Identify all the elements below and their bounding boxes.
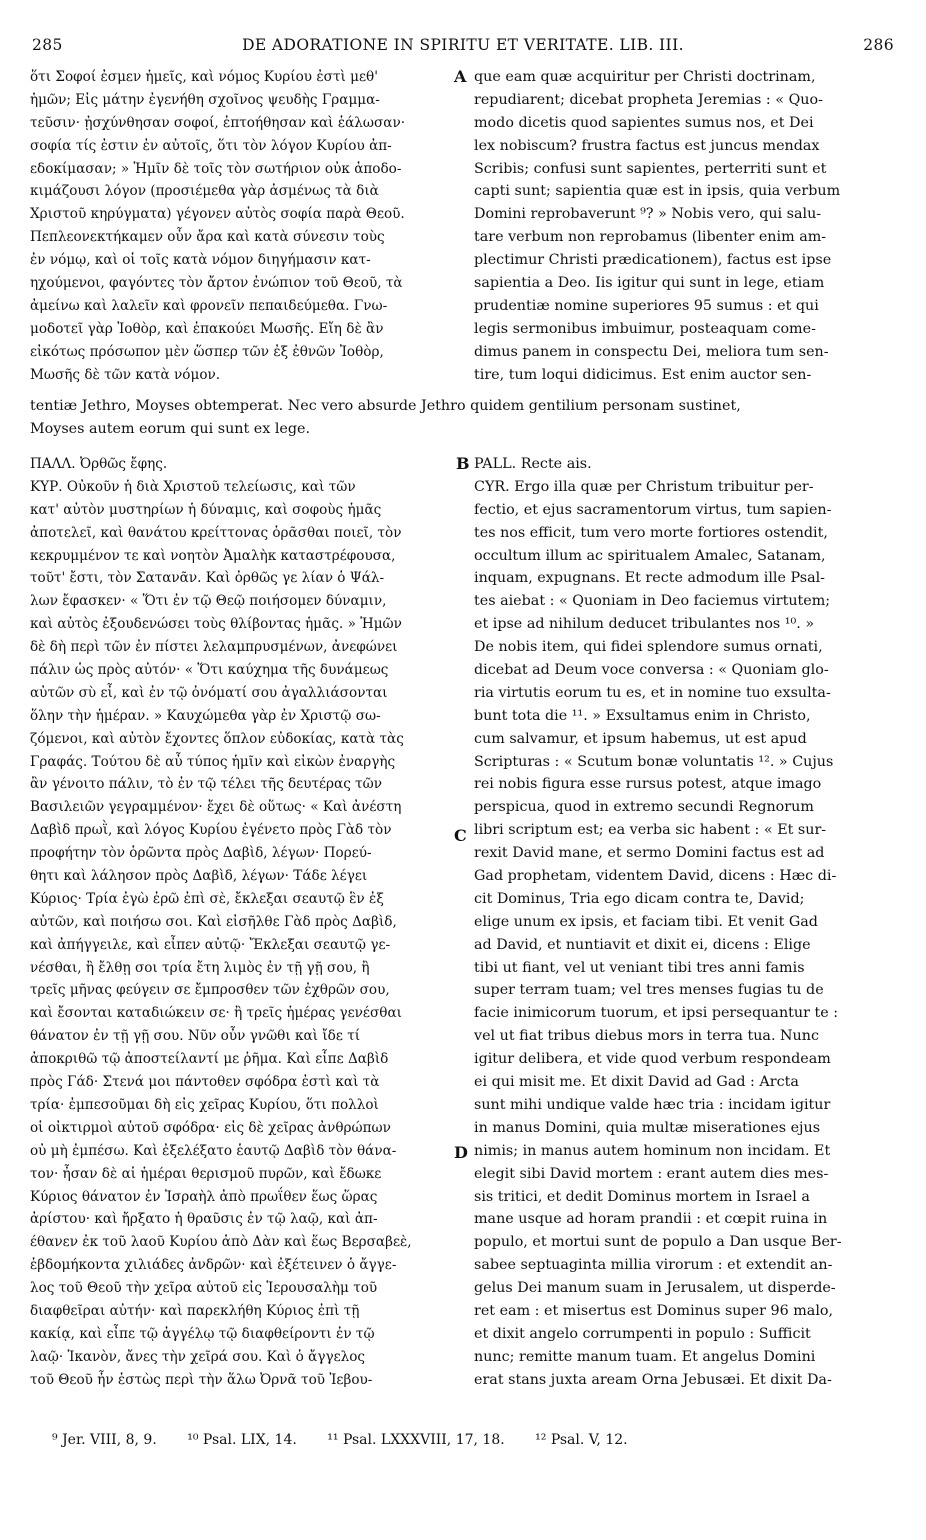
page-number-right: 286: [863, 36, 894, 54]
text-line: θάνατον ἐν τῇ γῇ σου. Νῦν οὖν γνῶθι καὶ ἴδε τί: [30, 1028, 361, 1045]
text-line: PALL. Recte ais.: [474, 456, 592, 472]
page-number-left: 285: [32, 36, 63, 54]
text-line: sis tritici, et dedit Dominus mortem in Israel a: [474, 1188, 810, 1205]
text-line: et ipse ad nihilum deducet tribulantes nos ¹⁰. »: [474, 616, 815, 633]
text-line: τρεῖς μῆνας φεύγειν σε ἔμπροσθεν τῶν ἐχθρῶν σου,: [30, 982, 390, 999]
text-line: ei qui misit me. Et dixit David ad Gad : Arcta: [474, 1074, 799, 1091]
text-line: Μωσῆς δὲ τῶν κατὰ νόμον.: [30, 366, 221, 383]
text-line: δὲ δὴ περὶ τῶν ἐν πίστει λελαμπρυσμένων, ἀνεφώνει: [30, 639, 398, 656]
running-header: [32, 36, 894, 62]
text-line: ΚΥΡ. Οὐκοῦν ἡ διὰ Χριστοῦ τελείωσις, καὶ τῶν: [30, 478, 356, 495]
text-line: ἐν νόμῳ, καὶ οἱ τοῖς κατὰ νόμον διηγήμασιν κατ-: [30, 252, 371, 269]
footnote: ¹¹ Psal. LXXXVIII, 17, 18.: [327, 1432, 505, 1448]
text-line: τεῦσιν· ᾐσχύνθησαν σοφοί, ἐπτοήθησαν καὶ ἑάλωσαν·: [30, 114, 406, 131]
text-line: Πεπλεονεκτήκαμεν οὖν ἄρα καὶ κατὰ σύνεσιν τοὺς: [30, 229, 385, 246]
text-line: ὅλην τὴν ἡμέραν. » Καυχώμεθα γὰρ ἐν Χριστῷ σω-: [30, 707, 381, 724]
text-line: ἀρίστου· καὶ ἤρξατο ἡ θραῦσις ἐν τῷ λαῷ, καὶ ἀπ-: [30, 1211, 378, 1228]
text-line: Κύριος· Τρία ἐγὼ ἐρῶ ἐπὶ σὲ, ἔκλεξαι σεαυτῷ ἓν ἐξ: [30, 890, 384, 907]
text-line: Scribis; confusi sunt sapientes, perterriti sunt et: [474, 160, 827, 177]
text-line: sunt mihi undique valde hæc tria : incidam igitur: [474, 1096, 831, 1113]
text-line: έθανεν ἐκ τοῦ λαοῦ Κυρίου ἀπὸ Δὰν καὶ ἕως Βερσαβεὲ,: [30, 1234, 412, 1251]
text-line: καὶ ἔσονται καταδιώκειν σε· ἢ τρεῖς ἡμέρας γενέσθαι: [30, 1005, 402, 1022]
text-line: Gad prophetam, videntem David, dicens : Hæc di-: [474, 868, 837, 885]
text-line: ad David, et nuntiavit et dixit ei, dicens : Elige: [474, 936, 811, 953]
text-line: repudiarent; dicebat propheta Jeremias : « Quo-: [474, 91, 823, 108]
text-line: κατ' αὐτὸν μυστηρίων ἡ δύναμις, καὶ σοφοὺς ἡμᾶς: [30, 501, 382, 518]
text-line: rexit David mane, et sermo Domini factus est ad: [474, 845, 825, 862]
text-line: tentiæ Jethro, Moyses obtemperat. Nec vero absurde Jethro quidem gentilium personam sustinet,: [30, 398, 741, 414]
text-line: Δαβὶδ πρωῒ, καὶ λόγος Κυρίου ἐγένετο πρὸς Γὰδ τὸν: [30, 822, 392, 839]
text-line: λων ἔφασκεν· « Ὅτι ἐν τῷ Θεῷ ποιήσομεν δύναμιν,: [30, 593, 387, 610]
text-line: τοῦ Θεοῦ ἦν ἑστὼς περὶ τὴν ἅλω Ὀρνᾶ τοῦ Ἰεβου-: [30, 1371, 373, 1388]
text-line: plectimur Christi prædicationem), factus est ipse: [474, 252, 832, 269]
margin-marker-c: C: [454, 826, 467, 845]
text-line: legis sermonibus imbuimur, posteaquam come-: [474, 320, 816, 337]
text-line: εδοκίμασαν; » Ἡμῖν δὲ τοῖς τὸν σωτήριον οὐκ ἀποδο-: [30, 160, 402, 177]
text-line: elige unum ex ipsis, et faciam tibi. Et venit Gad: [474, 913, 818, 930]
text-line: κεκρυμμένον τε καὶ νοητὸν Ἀμαλὴκ καταστρέφουσα,: [30, 547, 396, 564]
text-line: νέσθαι, ἢ ἔλθῃ σοι τρία ἔτη λιμὸς ἐν τῇ γῇ σου, ἢ: [30, 959, 370, 976]
text-line: dicebat ad Deum voce conversa : « Quoniam glo-: [474, 662, 829, 679]
text-line: cit Dominus, Tria ego dicam contra te, David;: [474, 890, 805, 907]
text-line: σοφία τίς ἐστιν ἐν αὐτοῖς, ὅτι τὸν λόγον Κυρίου ἀπ-: [30, 137, 392, 154]
text-line: inquam, expugnans. Et recte admodum ille Psal-: [474, 570, 826, 587]
text-line: elegit sibi David mortem : erant autem dies mes-: [474, 1165, 829, 1182]
text-line: perspicua, quod in extremo secundi Regnorum: [474, 799, 814, 816]
text-line: λος τοῦ Θεοῦ τὴν χεῖρα αὐτοῦ εἰς Ἱερουσαλὴμ τοῦ: [30, 1280, 378, 1297]
text-line: ria virtutis eorum tu es, et in nomine tuo exsulta-: [474, 684, 831, 701]
text-line: κακίᾳ, καὶ εἶπε τῷ ἀγγέλῳ τῷ διαφθείροντι ἐν τῷ: [30, 1325, 375, 1342]
text-line: Domini reprobaverunt ⁹? » Nobis vero, qui salu-: [474, 206, 822, 223]
latin-column-top: [474, 66, 892, 386]
text-line: ἡμῶν; Εἰς μάτην ἐγενήθη σχοῖνος ψευδὴς Γραμμα-: [30, 91, 380, 108]
text-line: οὐ μὴ ἐμπέσω. Καὶ ἐξελέξατο ἑαυτῷ Δαβὶδ τὸν θάνα-: [30, 1142, 397, 1159]
running-title: DE ADORATIONE IN SPIRITU ET VERITATE. LIB. III.: [242, 36, 684, 54]
text-line: διαφθεῖραι αὐτήν· καὶ παρεκλήθη Κύριος ἐπὶ τῇ: [30, 1302, 360, 1319]
text-line: θητι καὶ λάλησον πρὸς Δαβὶδ, λέγων· Τάδε λέγει: [30, 868, 368, 885]
text-line: εἰκότως πρόσωπον μὲν ὥσπερ τῶν ἐξ ἐθνῶν Ἰοθὸρ,: [30, 343, 384, 360]
text-line: καὶ αὐτὸς ἐξουδενώσει τοὺς θλίβοντας ἡμᾶς. » Ἡμῶν: [30, 616, 402, 633]
text-line: De nobis item, qui fidei splendore sumus ornati,: [474, 639, 823, 656]
text-line: ἂν γένοιτο πάλιν, τὸ ἐν τῷ τέλει τῆς δευτέρας τῶν: [30, 776, 383, 793]
text-line: et dixit angelo corrumpenti in populo : Sufficit: [474, 1325, 811, 1342]
text-line: Κύριος θάνατον ἐν Ἰσραὴλ ἀπὸ πρωΐθεν ἕως ὥρας: [30, 1188, 378, 1205]
margin-marker-d: D: [454, 1143, 468, 1162]
text-line: τρία· ἐμπεσοῦμαι δὴ εἰς χεῖρας Κυρίου, ὅτι πολλοὶ: [30, 1096, 379, 1113]
text-line: nunc; remitte manum tuam. Et angelus Domini: [474, 1348, 816, 1365]
footnote: ⁹ Jer. VIII, 8, 9.: [52, 1432, 157, 1448]
margin-marker-a: A: [454, 67, 467, 86]
greek-column-bottom: [30, 453, 457, 1392]
text-line: sapientia a Deo. Iis igitur qui sunt in lege, etiam: [474, 275, 825, 292]
text-line: ζόμενοι, καὶ αὐτὸν ἔχοντες ὅπλον εὐδοκίας, κατὰ τὰς: [30, 730, 404, 747]
text-line: cum salvamur, et ipsum habemus, ut est apud: [474, 730, 807, 747]
footnote: ¹⁰ Psal. LIX, 14.: [187, 1432, 297, 1448]
text-line: sabee septuaginta millia virorum : et extendit an-: [474, 1257, 833, 1274]
text-line: Βασιλειῶν γεγραμμένον· ἔχει δὲ οὕτως· « Καὶ ἀνέστη: [30, 799, 402, 816]
text-line: que eam quæ acquiritur per Christi doctrinam,: [474, 69, 816, 85]
text-line: μοδοτεῖ γὰρ Ἰοθὸρ, καὶ ἐπακούει Μωσῆς. Εἴη δὲ ἂν: [30, 320, 384, 337]
text-line: Γραφάς. Τούτου δὲ αὖ τύπος ἡμῖν καὶ εἰκὼν ἐναργὴς: [30, 753, 396, 770]
text-line: lex nobiscum? frustra factus est juncus mendax: [474, 137, 820, 154]
text-line: dimus panem in conspectu Dei, meliora tum sen-: [474, 343, 829, 360]
text-line: gelus Dei manum suam in Jerusalem, ut disperde-: [474, 1280, 836, 1297]
text-line: modo dicetis quod sapientes sumus nos, et Dei: [474, 114, 814, 131]
text-line: προφήτην τὸν ὁρῶντα πρὸς Δαβὶδ, λέγων· Πορεύ-: [30, 845, 372, 862]
text-line: igitur delibera, et vide quod verbum respondeam: [474, 1051, 831, 1068]
text-line: Χριστοῦ κηρύγματα) γέγονεν αὐτὸς σοφία παρὰ Θεοῦ.: [30, 206, 405, 223]
text-line: ἀμείνω καὶ λαλεῖν καὶ φρονεῖν πεπαιδεύμεθα. Γνω-: [30, 297, 388, 314]
text-line: ΠΑΛΛ. Ὀρθῶς ἔφης.: [30, 456, 168, 472]
text-line: vel ut fiat tribus diebus mors in terra tua. Nunc: [474, 1028, 819, 1045]
text-line: facie inimicorum tuorum, et ipsi persequantur te :: [474, 1005, 839, 1022]
text-line: CYR. Ergo illa quæ per Christum tribuitur per-: [474, 478, 814, 495]
text-line: erat stans juxta aream Orna Jebusæi. Et dixit Da-: [474, 1371, 832, 1388]
text-line: λαῷ· Ἱκανὸν, ἄνες τὴν χεῖρά σου. Καὶ ὁ ἄγγελος: [30, 1348, 366, 1365]
text-line: Scripturas : « Scutum bonæ voluntatis ¹². » Cujus: [474, 753, 834, 770]
text-line: occultum illum ac spiritualem Amalec, Satanam,: [474, 547, 826, 564]
text-line: ἑβδομήκοντα χιλιάδες ἀνδρῶν· καὶ ἐξέτεινεν ὁ ἄγγε-: [30, 1257, 397, 1274]
footnotes: [52, 1432, 892, 1448]
text-line: libri scriptum est; ea verba sic habent : « Et sur-: [474, 822, 827, 839]
text-line: ηχούμενοι, φαγόντες τὸν ἄρτον ἐνώπιον τοῦ Θεοῦ, τὰ: [30, 275, 403, 292]
text-line: tibi ut fiant, vel ut veniant tibi tres anni famis: [474, 959, 805, 976]
text-line: super terram tuam; vel tres menses fugias tu de: [474, 982, 824, 999]
text-line: ἀποκριθῶ τῷ ἀποστείλαντί με ῥῆμα. Καὶ εἶπε Δαβὶδ: [30, 1051, 389, 1068]
text-line: capti sunt; sapientia quæ est in ipsis, quia verbum: [474, 183, 841, 200]
text-line: populo, et mortui sunt de populo a Dan usque Ber-: [474, 1234, 842, 1251]
text-line: bunt tota die ¹¹. » Exsultamus enim in Christo,: [474, 707, 811, 724]
text-line: πάλιν ὡς πρὸς αὐτόν· « Ὅτι καύχημα τῆς δυνάμεως: [30, 662, 389, 679]
text-line: nimis; in manus autem hominum non incidam. Et: [474, 1142, 831, 1159]
text-line: mane usque ad horam prandii : et cœpit ruina in: [474, 1211, 828, 1228]
text-line: tes aiebat : « Quoniam in Deo faciemus virtutem;: [474, 593, 831, 610]
text-line: tare verbum non reprobamus (libenter enim am-: [474, 229, 827, 246]
text-line: in manus Domini, quia multæ miserationes ejus: [474, 1119, 821, 1136]
full-width-text: [30, 395, 892, 441]
text-line: κιμάζουσι λόγον (προσιέμεθα γὰρ ἀσμένως τὰ διὰ: [30, 183, 379, 200]
text-line: Moyses autem eorum qui sunt ex lege.: [30, 420, 311, 437]
text-line: tire, tum loqui didicimus. Est enim auctor sen-: [474, 366, 812, 383]
text-line: ὅτι Σοφοί ἐσμεν ἡμεῖς, καὶ νόμος Κυρίου ἐστὶ μεθ': [30, 69, 378, 85]
text-line: πρὸς Γάδ· Στενά μοι πάντοθεν σφόδρα ἐστὶ καὶ τὰ: [30, 1074, 380, 1091]
text-line: tes nos efficit, tum vero morte fortiores ostendit,: [474, 524, 828, 541]
margin-marker-b: B: [456, 454, 470, 473]
greek-column-top: [30, 66, 457, 386]
text-line: prudentiæ nomine superiores 95 sumus : et qui: [474, 297, 819, 314]
text-line: αὐτῶν σὺ εἶ, καὶ ἐν τῷ ὀνόματί σου ἀγαλλιάσονται: [30, 684, 388, 701]
text-line: καὶ ἀπήγγειλε, καὶ εἶπεν αὐτῷ· Ἔκλεξαι σεαυτῷ γε-: [30, 936, 391, 953]
text-line: τον· ἦσαν δὲ αἱ ἡμέραι θερισμοῦ πυρῶν, καὶ ἔδωκε: [30, 1165, 382, 1182]
text-line: οἱ οἰκτιρμοὶ αὐτοῦ σφόδρα· εἰς δὲ χεῖρας ἀνθρώπων: [30, 1119, 391, 1136]
text-line: rei nobis figura esse rursus potest, atque imago: [474, 776, 822, 793]
text-line: αὐτῶν, καὶ ποιήσω σοι. Καὶ εἰσῆλθε Γὰδ πρὸς Δαβὶδ,: [30, 913, 397, 930]
text-line: ret eam : et misertus est Dominus super 96 malo,: [474, 1302, 834, 1319]
text-line: τοῦτ' ἔστι, τὸν Σατανᾶν. Καὶ ὀρθῶς γε λίαν ὁ Ψάλ-: [30, 570, 385, 587]
text-line: fectio, et ejus sacramentorum virtus, tum sapien-: [474, 501, 832, 518]
text-line: ἀποτελεῖ, καὶ θανάτου κρείττονας ὁρᾶσθαι ποιεῖ, τὸν: [30, 524, 402, 541]
footnote: ¹² Psal. V, 12.: [535, 1432, 628, 1448]
latin-column-bottom: [474, 453, 892, 1392]
